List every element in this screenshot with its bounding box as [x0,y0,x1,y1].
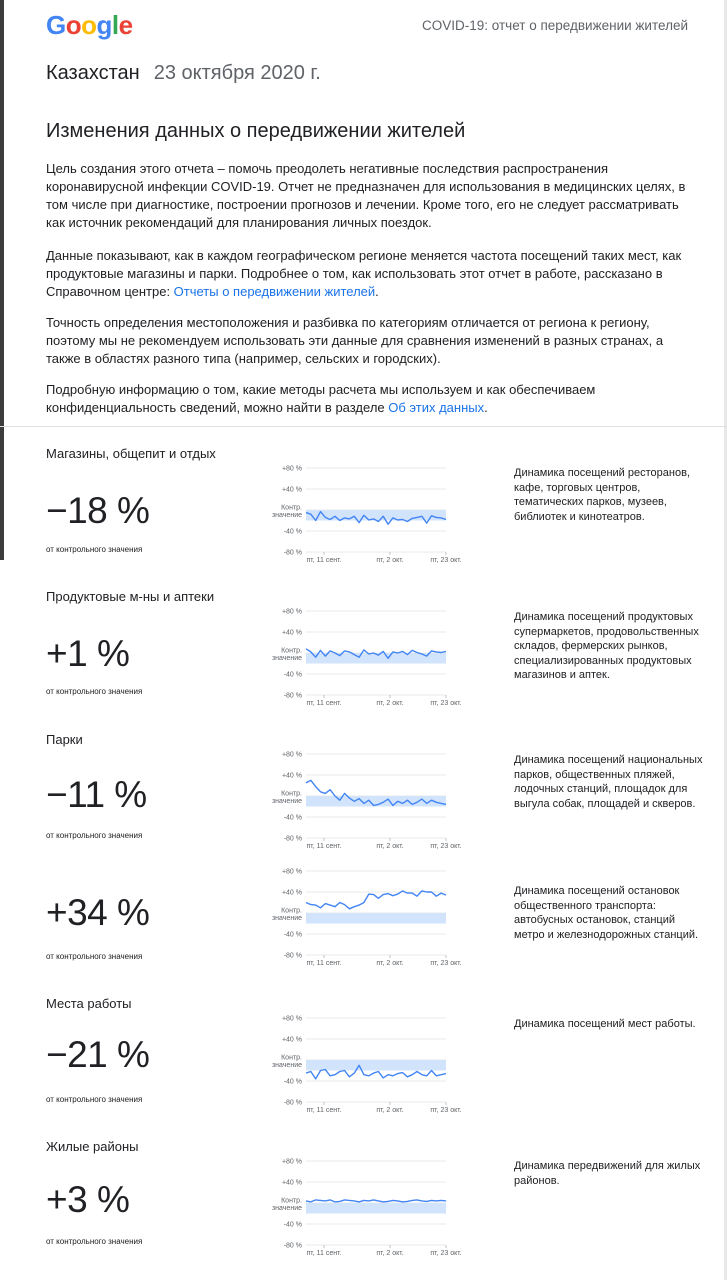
baseline-note: от контрольного значения [46,1237,143,1246]
report-date: 23 октября 2020 г. [153,62,321,84]
intro-paragraph-4-end: . [484,400,488,415]
category-value: +34 % [46,892,150,933]
left-edge-rule [0,0,4,560]
google-logo: Google [46,10,133,40]
category-value: +3 % [46,1179,130,1220]
report-title: COVID-19: отчет о передвижении жителей [422,18,688,33]
y-tick-label: +80 % [281,465,302,473]
category-description: Динамика посещений остановок общественного транспорта: автобусных остановок, станций метро и железнодорожных станций. [514,885,699,941]
x-tick-label: пт, 23 окт. [430,1107,462,1114]
x-tick-label: пт, 23 окт. [430,843,462,850]
y-tick-label: значение [271,512,302,519]
y-tick-label: -40 % [283,1221,302,1229]
intro-paragraph-3: Точность определения местоположения и разбивка по категориям отличается от региона к региону, поэтому мы не рекомендуем использовать эти данные для сравнения изменений в разных странах, а также в областях разного типа (например, сельских и городских). [46,315,664,366]
y-tick-label: -80 % [283,692,302,700]
y-tick-label: -80 % [283,1242,302,1250]
y-tick-label: -40 % [283,671,302,679]
y-tick-label: -40 % [283,528,302,536]
mobility-chart [260,464,460,569]
y-tick-label: -80 % [283,952,302,960]
x-tick-label: пт, 2 окт. [376,557,404,564]
category-label: Жилые районы [46,1139,139,1154]
category-value: −11 % [46,774,147,815]
y-tick-label: +40 % [281,772,302,780]
y-tick-label: Контр. [281,647,302,655]
baseline-note: от контрольного значения [46,952,143,961]
category-label: Магазины, общепит и отдых [46,446,216,461]
y-tick-label: +80 % [281,1015,302,1023]
y-tick-label: значение [271,798,302,805]
category-value: −18 % [46,490,150,531]
x-tick-label: пт, 2 окт. [376,960,404,967]
y-tick-label: +80 % [281,868,302,876]
baseline-band [306,913,446,924]
y-tick-label: Контр. [281,1054,302,1062]
baseline-note: от контрольного значения [46,831,143,840]
x-tick-label: пт, 2 окт. [376,1107,404,1114]
x-tick-label: пт, 2 окт. [376,843,404,850]
x-tick-label: пт, 2 окт. [376,700,404,707]
category-description: Динамика посещений ресторанов, кафе, торговых центров, тематических парков, музеев, библиотек и кинотеатров. [514,467,690,523]
intro-paragraph-4-text: Подробную информацию о том, какие методы расчета мы используем и как обеспечиваем конфиденциальность сведений, можно найти в разделе [46,382,596,415]
x-tick-label: пт, 11 сент. [306,843,342,850]
y-tick-label: +80 % [281,1158,302,1166]
baseline-band [306,1203,446,1214]
y-tick-label: Контр. [281,907,302,915]
y-tick-label: -40 % [283,1078,302,1086]
mobility-reports-link[interactable]: Отчеты о передвижении жителей [173,284,376,299]
y-tick-label: Контр. [281,504,302,512]
x-tick-label: пт, 11 сент. [306,1107,342,1114]
y-tick-label: -80 % [283,549,302,557]
category-value: +1 % [46,633,130,674]
intro-paragraph-2-text: Данные показывают, как в каждом географическом регионе меняется частота посещений таких мест, как продуктовые магазины и парки. Подробнее о том, как использовать этот отчет в работе, рассказано в Справочном центре: [46,248,682,299]
y-tick-label: -80 % [283,835,302,843]
y-tick-label: значение [271,655,302,662]
intro-paragraph-2 [46,247,686,301]
section-divider [0,426,727,427]
about-data-link[interactable]: Об этих данных [388,400,485,415]
x-tick-label: пт, 2 окт. [376,1250,404,1257]
mobility-chart [260,1157,460,1262]
y-tick-label: значение [271,1062,302,1069]
series-line [306,891,446,909]
baseline-note: от контрольного значения [46,1095,143,1104]
baseline-band [306,510,446,521]
y-tick-label: Контр. [281,1197,302,1205]
x-tick-label: пт, 11 сент. [306,1250,342,1257]
y-tick-label: -80 % [283,1099,302,1107]
y-tick-label: +80 % [281,608,302,616]
section-title: Изменения данных о передвижении жителей [46,120,466,142]
x-tick-label: пт, 11 сент. [306,557,342,564]
country-name: Казахстан [46,62,140,84]
y-tick-label: +40 % [281,889,302,897]
mobility-chart [260,867,460,972]
mobility-chart [260,607,460,712]
intro-paragraph-4 [46,381,686,417]
x-tick-label: пт, 23 окт. [430,557,462,564]
category-label: Продуктовые м-ны и аптеки [46,589,215,604]
x-tick-label: пт, 23 окт. [430,1250,462,1257]
y-tick-label: -40 % [283,931,302,939]
category-description: Динамика посещений национальных парков, общественных пляжей, лодочных станций, площадок для выгула собак, площадей и скверов. [514,754,703,810]
country-date-line [46,62,321,85]
x-tick-label: пт, 23 окт. [430,700,462,707]
x-tick-label: пт, 23 окт. [430,960,462,967]
x-tick-label: пт, 11 сент. [306,700,342,707]
y-tick-label: Контр. [281,790,302,798]
x-tick-label: пт, 11 сент. [306,960,342,967]
category-value: −21 % [46,1034,150,1075]
category-description: Динамика передвижений для жилых районов. [514,1160,701,1187]
category-description: Динамика посещений мест работы. [514,1018,696,1030]
y-tick-label: +40 % [281,629,302,637]
y-tick-label: значение [271,1205,302,1212]
category-label: Парки [46,732,83,747]
y-tick-label: значение [271,915,302,922]
intro-paragraph-2-end: . [375,284,379,299]
y-tick-label: +40 % [281,486,302,494]
y-tick-label: -40 % [283,814,302,822]
mobility-chart [260,1014,460,1119]
y-tick-label: +80 % [281,751,302,759]
category-label: Места работы [46,996,132,1011]
baseline-band [306,1060,446,1071]
category-description: Динамика посещений продуктовых супермаркетов, продовольственных складов, фермерских рынков, специализированных продуктовых магазинов и аптек. [514,611,699,682]
baseline-note: от контрольного значения [46,545,143,554]
mobility-chart [260,750,460,855]
y-tick-label: +40 % [281,1036,302,1044]
baseline-note: от контрольного значения [46,687,143,696]
series-line [306,1200,446,1202]
report-header [46,10,688,44]
y-tick-label: +40 % [281,1179,302,1187]
intro-paragraph-1: Цель создания этого отчета – помочь преодолеть негативные последствия распространения коронавирусной инфекции COVID-19. Отчет не предназначен для использования в медицинских целях, в том числе при диагностике, построении прогнозов и лечении. Кроме того, его не следует рассматривать как источник рекомендаций для планирования личных поездок. [46,161,686,230]
